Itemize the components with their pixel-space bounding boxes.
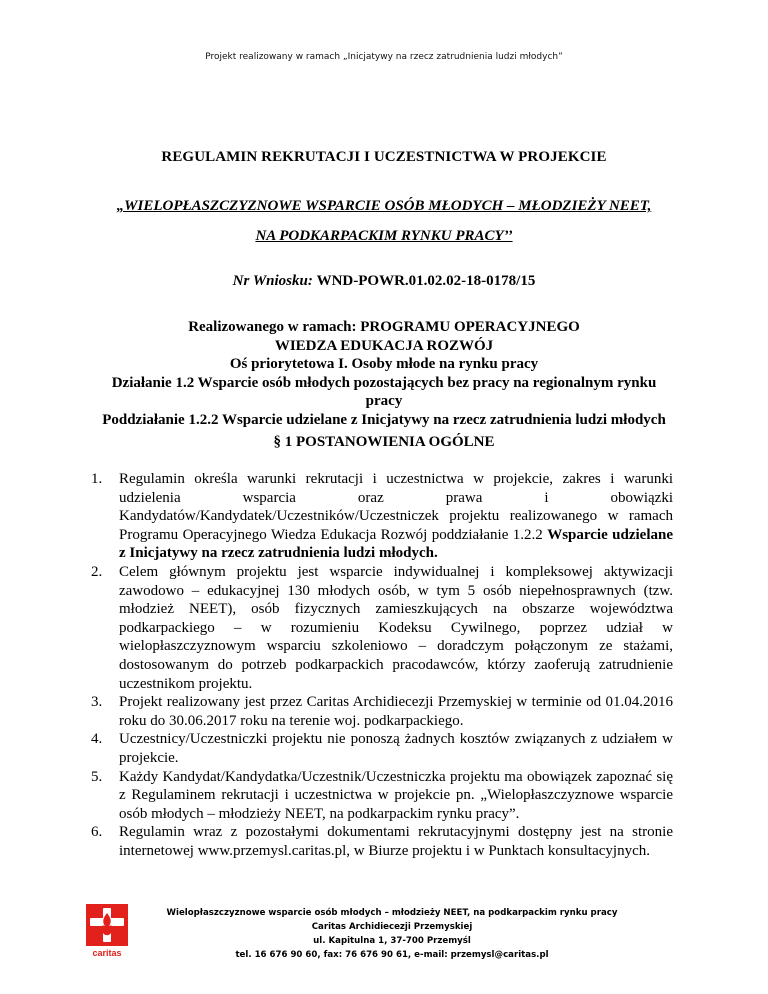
program-line-1: Realizowanego w ramach: PROGRAMU OPERACYJNEGO	[188, 319, 580, 335]
footer-contact	[132, 906, 652, 962]
header-project-line: Projekt realizowany w ramach „Inicjatywy na rzecz zatrudnienia ludzi młodych”	[205, 52, 563, 62]
footer-phone-email: tel. 16 676 90 60, fax: 76 676 90 61, e-mail: przemysl@caritas.pl	[235, 950, 549, 960]
caritas-logo	[86, 904, 128, 960]
project-name-line-2: NA PODKARPACKIM RYNKU PRACY’’	[255, 228, 513, 244]
list-item-number: 5.	[91, 768, 103, 785]
section-heading: § 1 POSTANOWIENIA OGÓLNE	[273, 434, 495, 450]
list-item-text: Celem głównym projektu jest wsparcie indywidualnej i kompleksowej aktywizacji zawodowo – edukacyjnej 130 młodych osób, w tym 5 osób niepełnosprawnych (tzw. młodzież NEET), osób fizycznych zamieszkujących na obszarze województwa podkarpackiego – w rozumieniu Kodeksu Cywilnego, poprzez udział w wielopłaszczyznowym wsparciu szkoleniowo – doradczym połączonym ze stażami, dostosowanym do potrzeb podkarpackich pracodawców, którzy zaoferują zatrudnienie uczestnikom projektu.	[119, 563, 673, 692]
footer-organization: Caritas Archidiecezji Przemyskiej	[311, 922, 473, 932]
list-item	[91, 768, 673, 824]
application-number	[0, 273, 768, 290]
list-item	[91, 470, 673, 563]
footer-address: ul. Kapitulna 1, 37-700 Przemyśl	[313, 936, 471, 946]
list-item-bold-text: Wsparcie udzielane z Inicjatywy na rzecz zatrudnienia ludzi młodych.	[119, 526, 673, 562]
program-line-3: Oś priorytetowa I. Osoby młode na rynku pracy	[229, 356, 539, 372]
section-items	[91, 470, 673, 860]
caritas-logo-text: caritas	[92, 948, 122, 958]
document-title: REGULAMIN REKRUTACJI I UCZESTNICTWA W PROJEKCIE	[161, 149, 607, 165]
project-name-line-1: „WIELOPŁASZCZYZNOWE WSPARCIE OSÓB MŁODYCH – MŁODZIEŻY NEET,	[116, 198, 652, 214]
footer-project-name: Wielopłaszczyznowe wsparcie osób młodych – młodzieży NEET, na podkarpackim rynku pracy	[166, 908, 618, 918]
program-line-4: Działanie 1.2 Wsparcie osób młodych pozostających bez pracy na regionalnym rynku	[111, 374, 657, 391]
list-item-text: Projekt realizowany jest przez Caritas Archidiecezji Przemyskiej w terminie od 01.04.2016 roku do 30.06.2017 roku na terenie woj. podkarpackiego.	[119, 694, 673, 729]
application-number-value: WND-POWR.01.02.02-18-0178/15	[316, 273, 536, 289]
application-number-label: Nr Wniosku:	[232, 273, 313, 289]
list-item	[91, 823, 673, 860]
program-block	[90, 318, 678, 429]
list-item-text: Każdy Kandydat/Kandydatka/Uczestnik/Uczestniczka projektu ma obowiązek zapoznać się z Regulaminem rekrutacji i uczestnictwa w projekcie pn. „Wielopłaszczyznowe wsparcie osób młodych – młodzieży NEET, na podkarpackim rynku pracy”.	[119, 768, 673, 822]
list-item-number: 1.	[91, 471, 103, 487]
list-item-text: Regulamin wraz z pozostałymi dokumentami rekrutacyjnymi dostępny jest na stronie internetowej www.przemysl.caritas.pl, w Biurze projektu i w Punktach konsultacyjnych.	[119, 824, 673, 859]
program-line-6: Poddziałanie 1.2.2 Wsparcie udzielane z Inicjatywy na rzecz zatrudnienia ludzi młodych	[102, 411, 666, 428]
list-item-number: 2.	[91, 563, 103, 580]
list-item-number: 3.	[91, 694, 103, 711]
list-item-text: Uczestnicy/Uczestniczki projektu nie ponoszą żadnych kosztów związanych z udziałem w projekcie.	[119, 731, 673, 766]
list-item	[91, 730, 673, 767]
program-line-5: pracy	[365, 393, 403, 409]
list-item	[91, 563, 673, 693]
list-item-text: Regulamin określa warunki rekrutacji i uczestnictwa w projekcie, zakres i warunki udzielenia wsparcia oraz prawa i obowiązki Kandydatów/Kandydatek/Uczestników/Uczestniczek projektu realizowanego w ramach Programu Operacyjnego Wiedza Edukacja Rozwój poddziałanie 1.2.2	[119, 471, 673, 543]
list-item-number: 6.	[91, 824, 103, 841]
list-item-number: 4.	[91, 731, 103, 748]
program-line-2: WIEDZA EDUKACJA ROZWÓJ	[274, 337, 494, 354]
list-item	[91, 693, 673, 730]
